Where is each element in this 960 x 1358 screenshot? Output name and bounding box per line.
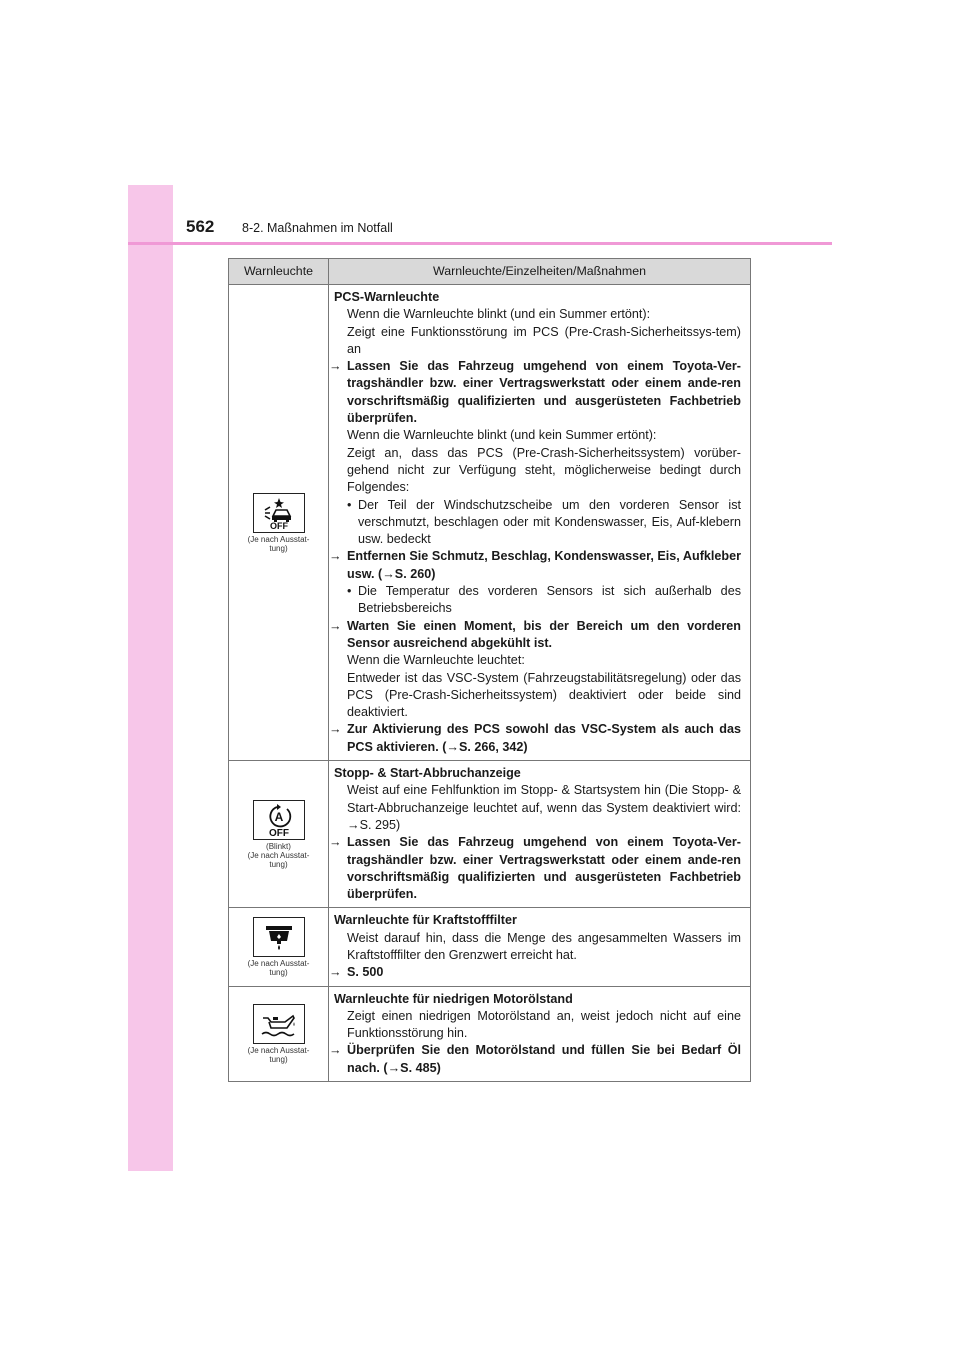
col-header-desc: Warnleuchte/Einzelheiten/Maßnahmen [329,259,751,285]
table-header-row [229,259,751,285]
description-text: Entweder ist das VSC-System (Fahrzeugstabilitätsregelung) oder das PCS (Pre-Crash-Sicherheitssystem) deaktiviert oder beide sind deaktiviert. [347,670,741,720]
action-instruction: → Überprüfen Sie den Motorölstand und füllen Sie bei Bedarf Öl nach. (→S. 485) [329,1043,741,1075]
warning-light-table [228,258,751,1082]
table-row [229,761,751,908]
icon-label: (Je nach Ausstat- tung) [247,1045,310,1064]
bullet-icon: • [347,584,352,599]
arrow-icon: → [329,722,342,737]
bullet-icon: • [347,497,352,512]
bullet-item: • Der Teil der Windschutzscheibe um den vorderen Sensor ist verschmutzt, beschlagen oder mit Kondenswasser, Eis, Auf-klebern usw. bedeckt [347,497,741,547]
action-instruction: → Warten Sie einen Moment, bis der Bereich um den vorderen Sensor ausreichend abgekühlt ist. [329,618,741,650]
stop-start-off-icon [253,800,305,840]
col-header-icon: Warnleuchte [229,259,329,285]
description-text: Zeigt eine Funktionsstörung im PCS (Pre-Crash-Sicherheitssys-tem) an [347,324,741,356]
warning-description-cell [329,285,751,761]
icon-label: (Blinkt) (Je nach Ausstat- tung) [247,841,310,869]
action-instruction: → S. 500 [329,964,741,981]
pcs-off-icon [253,493,305,533]
arrow-icon: → [329,965,342,980]
arrow-icon: → [329,835,342,850]
arrow-icon: → [329,359,342,374]
chapter-tab [128,185,173,1171]
warning-icon-cell [229,761,329,908]
arrow-icon: → [329,618,342,633]
arrow-icon: → [329,1043,342,1058]
svg-text:OFF: OFF [269,520,288,530]
description-text: Zeigt einen niedrigen Motorölstand an, weist jedoch nicht auf eine Funktionsstörung hin. [347,1008,741,1041]
icon-label: (Je nach Ausstat- tung) [247,534,310,553]
warning-icon-cell [229,285,329,761]
svg-text:OFF: OFF [268,827,289,838]
page-number: 562 [186,217,215,236]
warning-title: Warnleuchte für Kraftstofffilter [334,913,517,928]
arrow-icon: → [329,549,342,564]
svg-text:A: A [274,809,283,824]
section-title: 8-2. Maßnahmen im Notfall [242,221,393,235]
warning-description-cell [329,761,751,908]
warning-description-cell [329,986,751,1081]
warning-icon-cell [229,986,329,1081]
table-row [229,285,751,761]
description-text: Weist darauf hin, dass die Menge des angesammelten Wassers im Kraftstofffilter den Grenzwert erreicht hat. [347,930,741,962]
action-instruction: → Lassen Sie das Fahrzeug umgehend von einem Toyota-Ver-tragshändler bzw. einer Vertragswerkstatt oder einem ande-ren vorschriftsmäßig qualifizierten und ausgerüsteten Fachbetrieb überprüfen. [329,359,741,426]
table-row [229,986,751,1081]
description-text: Weist auf eine Fehlfunktion im Stopp- & Startsystem hin (Die Stopp- & Start-Abbruchanzeige leuchtet auf, wenn das System deaktiviert wird: →S. 295) [347,783,741,832]
action-instruction: → Zur Aktivierung des PCS sowohl das VSC-System als auch das PCS aktivieren. (→S. 266, 342) [329,722,741,754]
action-instruction: → Lassen Sie das Fahrzeug umgehend von einem Toyota-Ver-tragshändler bzw. einer Vertragswerkstatt oder einem ande-ren vorschriftsmäßig qualifizierten und ausgerüsteten Fachbetrieb überprüfen. [329,835,741,902]
oil-level-icon [253,1004,305,1044]
header-rule [128,242,832,245]
warning-title: PCS-Warnleuchte [334,290,440,304]
bullet-item: • Die Temperatur des vorderen Sensors ist sich außerhalb des Betriebsbereichs [347,584,741,616]
fuel-filter-icon [253,917,305,957]
description-text: Wenn die Warnleuchte blinkt (und ein Summer ertönt): [347,307,651,322]
warning-icon-cell [229,908,329,986]
warning-description-cell [329,908,751,986]
icon-label: (Je nach Ausstat- tung) [247,958,310,977]
description-text: Wenn die Warnleuchte leuchtet: [347,653,525,668]
action-instruction: → Entfernen Sie Schmutz, Beschlag, Kondenswasser, Eis, Aufkleber usw. (→S. 260) [329,549,741,581]
warning-title: Stopp- & Start-Abbruchanzeige [334,766,521,781]
description-text: Zeigt an, dass das PCS (Pre-Crash-Sicherheitssystem) vorüber-gehend nicht zur Verfügung steht, möglicherweise bedingt durch Folgendes: [347,445,741,495]
description-text: Wenn die Warnleuchte blinkt (und kein Summer ertönt): [347,428,657,443]
table-row [229,908,751,986]
warning-title: Warnleuchte für niedrigen Motorölstand [334,991,573,1006]
